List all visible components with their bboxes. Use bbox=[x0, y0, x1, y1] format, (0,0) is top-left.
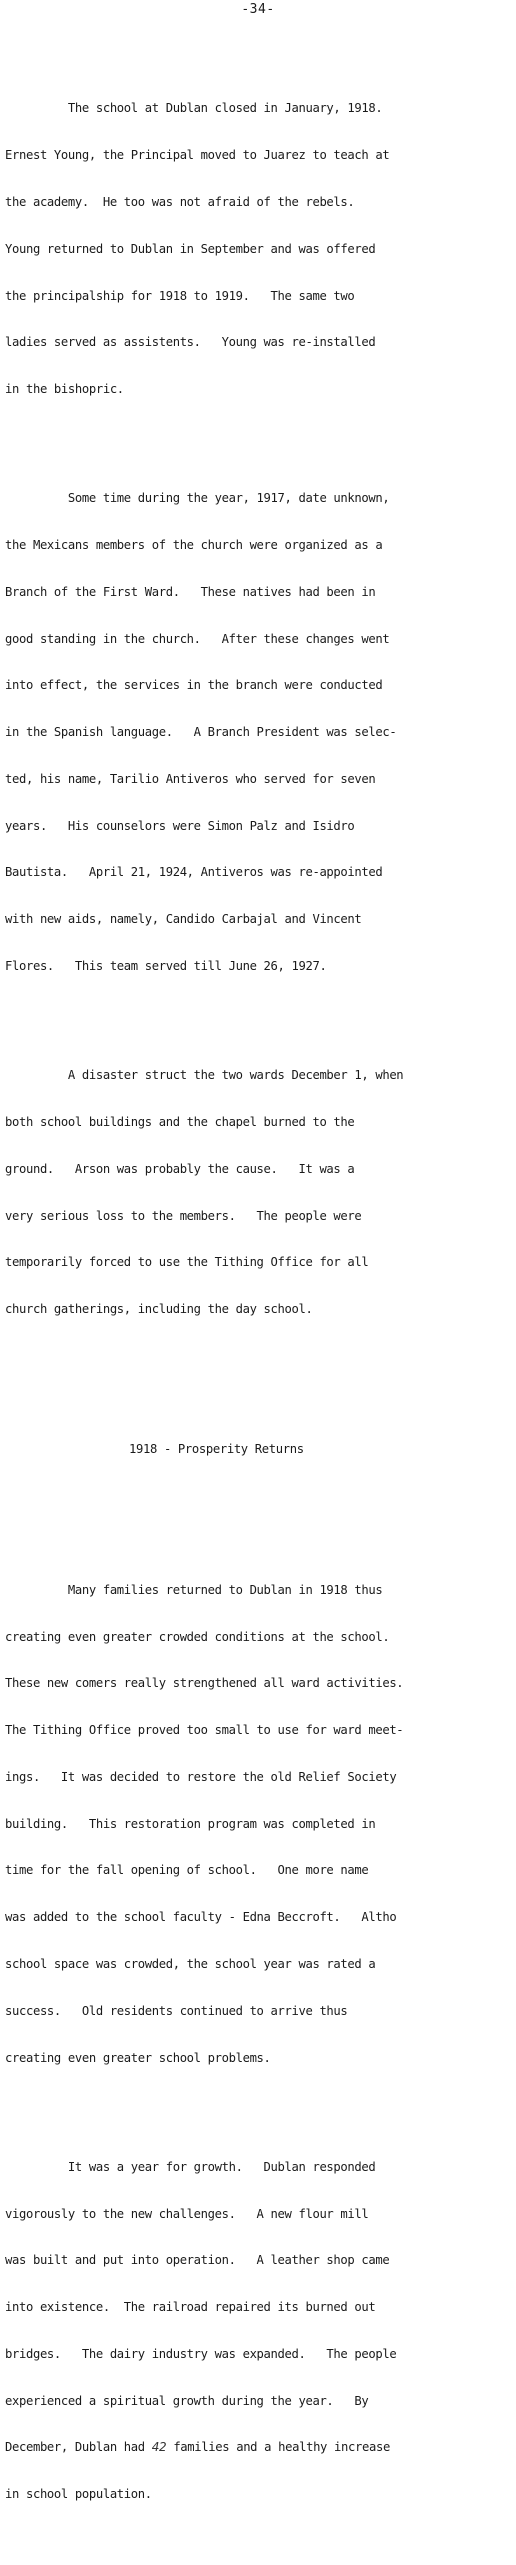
paragraph bbox=[5, 70, 511, 429]
spacer bbox=[5, 1489, 511, 1505]
paragraph bbox=[5, 2129, 511, 2534]
text-line: time for the fall opening of school. One more name bbox=[5, 1863, 369, 1878]
text-line: the Mexicans members of the church were organized as a bbox=[5, 538, 383, 552]
text-line: in school population. bbox=[5, 2487, 152, 2502]
body-text bbox=[5, 39, 511, 2565]
text-line: with new aids, namely, Candido Carbajal and Vincent bbox=[5, 912, 362, 927]
text-fragment: families and a healthy increase bbox=[166, 2440, 390, 2455]
text-line: Branch of the First Ward. These natives had been in bbox=[5, 584, 376, 599]
text-line: Young returned to Dublan in September and was offered bbox=[5, 241, 376, 256]
text-line: It was a year for growth. Dublan responded bbox=[5, 2159, 376, 2174]
text-line: into effect, the services in the branch were conducted bbox=[5, 678, 383, 693]
text-line: The school at Dublan closed in January, 1918. bbox=[5, 101, 383, 116]
text-line: years. His counselors were Simon Palz and Isidro bbox=[5, 818, 355, 833]
text-line: A disaster struct the two wards December 1, when bbox=[5, 1068, 404, 1083]
text-line: ted, his name, Tarilio Antiveros who served for seven bbox=[5, 771, 376, 786]
text-line: Ernest Young, the Principal moved to Juarez to teach at bbox=[5, 148, 390, 163]
text-line: success. Old residents continued to arrive thus bbox=[5, 2003, 348, 2018]
text-line: was built and put into operation. A leather shop came bbox=[5, 2253, 390, 2268]
section-heading: 1918 - Prosperity Returns bbox=[129, 1442, 304, 1457]
text-line: the principalship for 1918 to 1919. The same two bbox=[5, 288, 355, 303]
text-line: bridges. The dairy industry was expanded. The people bbox=[5, 2346, 397, 2361]
text-line: very serious loss to the members. The people were bbox=[5, 1208, 362, 1223]
text-line: vigorously to the new challenges. A new flour mill bbox=[5, 2206, 369, 2221]
text-fragment: December, Dublan had bbox=[5, 2440, 152, 2455]
text-line: experienced a spiritual growth during the year. By bbox=[5, 2393, 369, 2408]
text-line: These new comers really strengthened all ward activities. bbox=[5, 1676, 404, 1691]
text-line: ings. It was decided to restore the old Relief Society bbox=[5, 1769, 397, 1784]
text-line: Some time during the year, 1917, date unknown, bbox=[5, 491, 390, 506]
text-line: both school buildings and the chapel burned to the bbox=[5, 1114, 355, 1129]
text-line: good standing in the church. After these changes went bbox=[5, 631, 390, 646]
text-line: in the Spanish language. A Branch President was selec- bbox=[5, 725, 397, 740]
text-line: ladies served as assistents. Young was re-installed bbox=[5, 335, 376, 350]
text-line: creating even greater crowded conditions at the school. bbox=[5, 1629, 390, 1644]
text-line: The Tithing Office proved too small to use for ward meet- bbox=[5, 1723, 404, 1738]
text-line: school space was crowded, the school year was rated a bbox=[5, 1957, 376, 1972]
page-number: -34- bbox=[241, 2, 275, 17]
text-line: Bautista. April 21, 1924, Antiveros was re-appointed bbox=[5, 865, 383, 880]
text-line bbox=[5, 2440, 511, 2456]
paragraph bbox=[5, 1037, 511, 1349]
handwritten-number: 42 bbox=[151, 2440, 167, 2455]
text-line: the academy. He too was not afraid of the rebels. bbox=[5, 194, 355, 209]
text-line: Many families returned to Dublan in 1918 thus bbox=[5, 1582, 383, 1597]
text-line: creating even greater school problems. bbox=[5, 2050, 271, 2065]
paragraph bbox=[5, 1552, 511, 2098]
spacer bbox=[5, 1396, 511, 1412]
text-line: building. This restoration program was completed in bbox=[5, 1816, 376, 1831]
text-line: ground. Arson was probably the cause. It was a bbox=[5, 1161, 355, 1176]
paragraph bbox=[5, 460, 511, 1006]
text-line: was added to the school faculty - Edna Beccroft. Altho bbox=[5, 1910, 397, 1925]
text-line: in the bishopric. bbox=[5, 382, 124, 397]
text-line: into existence. The railroad repaired its burned out bbox=[5, 2300, 376, 2315]
text-line: Flores. This team served till June 26, 1927. bbox=[5, 959, 327, 974]
text-line: temporarily forced to use the Tithing Office for all bbox=[5, 1255, 369, 1270]
text-line: church gatherings, including the day school. bbox=[5, 1302, 313, 1317]
